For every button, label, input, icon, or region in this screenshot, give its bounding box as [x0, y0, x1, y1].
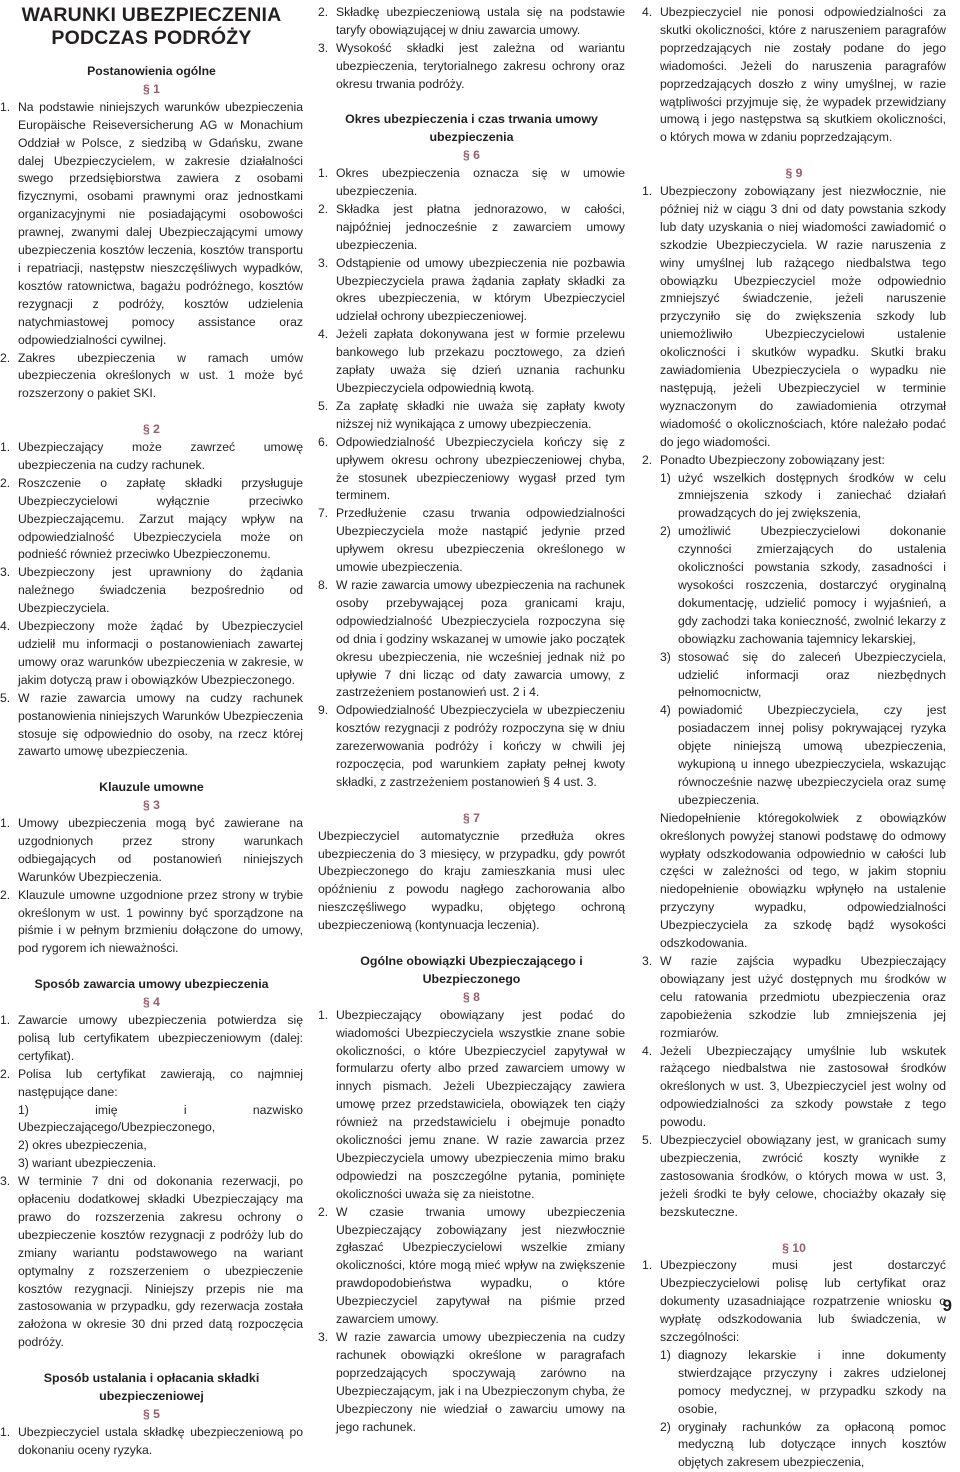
- item-text: oryginały rachunków za opłaconą pomoc medyczną lub dotyczące innych kosztów objętych zakresem ubezpieczenia,: [678, 1419, 946, 1470]
- clause-text: Ubezpieczony musi jest dostarczyć Ubezpieczycielowi polisę lub certyfikat oraz dokumenty uzasadniające rozpatrzenie wniosku o wypłatę odszkodowania lub świadczenia, w szczególności:: [660, 1258, 946, 1345]
- clause-number: 8.: [318, 577, 329, 592]
- clause-number: 1.: [642, 1258, 653, 1273]
- clause-text: Wysokość składki jest zależna od wariantu ubezpieczenia, terytorialnego zakresu ochrony oraz okresu trwania podróży.: [336, 40, 625, 91]
- clause-number: 2.: [318, 5, 329, 19]
- paragraph-mark-1: § 1: [143, 81, 160, 96]
- section-heading-contract: Sposób zawarcia umowy ubezpieczenia: [34, 977, 269, 992]
- clause-text: W razie zawarcia umowy ubezpieczenia na cudzy rachunek obowiązki określone w paragrafach poprzedzających spoczywają zarówno na Ubezpieczającym, jak i na Ubezpieczonym chyba, że Ubezpieczony nie wiedział o zawarciu umowy na jego rachunek.: [336, 1330, 625, 1434]
- clause-number: 3.: [0, 565, 11, 580]
- clause-10-1-item-2: [642, 1419, 946, 1472]
- clause-2-5: [0, 690, 303, 762]
- clause-text: Ubezpieczony może żądać by Ubezpieczyciel udzielił mu informacji o postanowieniach zawartej umowy oraz warunków ubezpieczenia w zakresie, w jakim dotyczą praw i obowiązków Ubezpieczonego.: [18, 619, 303, 687]
- clause-8-3: [318, 1329, 625, 1436]
- clause-5-3: [318, 40, 625, 94]
- clause-2-4: [0, 618, 303, 690]
- item-text: umożliwić Ubezpieczycielowi dokonanie czynności zmierzających do ustalenia okoliczności powstania szkody, zasadności i wysokości roszczenia, dostarczyć oryginalną dokumentację, udzielić pomocy i wyjaśnień, a gdy zachodzi taka konieczność, zwolnić lekarzy z obowiązku zachowania tajemnicy lekarskiej,: [678, 524, 946, 646]
- clause-text: Odstąpienie od umowy ubezpieczenia nie pozbawia Ubezpieczyciela prawa żądania zapłaty składki za okres ubezpieczenia, w którym Ubezpieczyciel udzielał ochrony ubezpieczeniowej.: [336, 255, 625, 324]
- clause-text: W czasie trwania umowy ubezpieczenia Ubezpieczający zobowiązany jest niezwłocznie zgłaszać Ubezpieczycielowi wszelkie zmiany okoliczności, które mogą mieć wpływ na zwiększenie prawdopodobieństwa wypadku, o które Ubezpieczyciel zapytywał na piśmie przed zawarciem umowy.: [336, 1204, 625, 1327]
- clause-number: 5.: [318, 398, 329, 413]
- clause-5-2: [318, 4, 625, 40]
- clause-number: 5.: [0, 690, 11, 705]
- section-heading-period: Okres ubezpieczenia i czas trwania umowy ubezpieczenia: [345, 112, 598, 145]
- clause-number: 3.: [318, 1330, 329, 1345]
- clause-text: Ubezpieczający może zawrzeć umowę ubezpieczenia na cudzy rachunek.: [18, 440, 303, 472]
- paragraph-mark-3: § 3: [143, 798, 160, 813]
- column-1: [0, 4, 303, 1460]
- clause-text: Polisa lub certyfikat zawierają, co najmniej następujące dane:: [18, 1066, 303, 1099]
- paragraph-mark-7: § 7: [463, 810, 480, 825]
- item-text: diagnozy lekarskie i inne dokumenty stwierdzające przyczyny i zakres udzielonej pomocy medycznej, w przypadku szkody na osobie,: [678, 1347, 946, 1416]
- clause-text: Składkę ubezpieczeniową ustala się na podstawie taryfy obowiązującej w dniu zawarcia umowy.: [336, 5, 625, 37]
- clause-1-1: [0, 99, 303, 350]
- clause-number: 1.: [0, 440, 11, 455]
- item-number: 1): [660, 1347, 671, 1362]
- clause-6-9: [318, 702, 625, 792]
- clause-number: 1.: [318, 166, 329, 181]
- section-heading-general: Postanowienia ogólne: [87, 64, 216, 78]
- clause-number: 2.: [642, 452, 653, 467]
- clause-text: Zakres ubezpieczenia w ramach umów ubezpieczenia określonych w ust. 1 może być rozszerzony o pakiet SKI.: [18, 350, 303, 401]
- clause-number: 6.: [318, 434, 329, 449]
- item-number: 4): [660, 703, 671, 718]
- clause-text: Ubezpieczyciel nie ponosi odpowiedzialności za skutki okoliczności, które z naruszeniem paragrafów poprzedzających nie zostały podane do jego wiadomości. Jeżeli do naruszenia paragrafów poprzedzających doszło z winy umyślnej, w razie wątpliwości przyjmuje się, że wypadek przewidziany umową i jego następstwa są skutkiem okoliczności, o których mowa w zdaniu poprzedzającym.: [660, 5, 946, 145]
- paragraph-mark-10: § 10: [782, 1240, 806, 1255]
- clause-text: Ubezpieczony jest uprawniony do żądania należnego świadczenia bezpośrednio od Ubezpieczyciela.: [18, 565, 303, 616]
- clause-3-2: [0, 887, 303, 959]
- paragraph-mark-9: § 9: [785, 166, 803, 181]
- clause-6-4: [318, 326, 625, 398]
- column-2: [318, 4, 625, 1436]
- clause-9-3: [642, 953, 946, 1043]
- clause-text: Odpowiedzialność Ubezpieczyciela w ubezpieczeniu kosztów rezygnacji z podróży rozpoczyna się w dniu zarezerwowania podróży i kończy w chwili jej rozpoczęcia, pod warunkiem zapłaty pełnej kwoty składki, z zastrzeżeniem postanowień § 4 ust. 3.: [336, 703, 625, 789]
- clause-number: 3.: [318, 255, 329, 270]
- clause-9-4: [642, 1043, 946, 1133]
- clause-4-2: [0, 1066, 303, 1102]
- clause-text: Ubezpieczający obowiązany jest podać do wiadomości Ubezpieczyciela wszystkie znane sobie okoliczności, o które Ubezpieczyciel zapytywał w formularzu oferty albo przed zawarciem umowy w innych pismach. Jeżeli Ubezpieczający zawiera umowę przez przedstawiciela, obowiązek ten ciąży również na przedstawicielu i obejmuje ponadto okoliczności jemu znane. W razie zawarcia przez Ubezpieczyciela umowy ubezpieczenia mimo braku odpowiedzi na poszczególne pytania, pominięte okoliczności uważa się za nieistotne.: [336, 1007, 625, 1201]
- clause-4-2-item-1: 1) imię i nazwisko Ubezpieczającego/Ubezpieczonego,: [18, 1102, 303, 1135]
- clause-text: W razie zawarcia umowy ubezpieczenia na rachunek osoby przebywającej poza granicami kraju, odpowiedzialność Ubezpieczyciela rozpoczyna się od dnia i godziny wskazanej w umowie jako początek okresu ubezpieczenia, nie wcześniej jednak niż po upływie 7 dni licząc od daty zawarcia umowy, z zastrzeżeniem postanowień ust. 2 i 4.: [336, 577, 625, 700]
- clause-9-2-item-1: [642, 470, 946, 524]
- clause-9-2: [642, 452, 946, 470]
- clause-9-1: [642, 183, 946, 452]
- clause-number: 3.: [318, 40, 329, 55]
- clause-6-5: [318, 398, 625, 434]
- clause-number: 3.: [642, 954, 653, 969]
- clause-number: 1.: [0, 1012, 11, 1027]
- item-number: 3): [660, 649, 671, 664]
- clause-2-2: [0, 475, 303, 565]
- clause-6-7: [318, 505, 625, 577]
- clause-9-5: [642, 1132, 946, 1222]
- clause-number: 2.: [0, 887, 11, 902]
- paragraph-mark-5: § 5: [143, 1406, 160, 1421]
- clause-number: 7.: [318, 506, 329, 521]
- item-text: powiadomić Ubezpieczyciela, czy jest posiadaczem innej polisy pokrywającej ryzyka objęte niniejszą umową ubezpieczenia, wykupioną u innego ubezpieczyciela, wskazując równocześnie nazwę ubezpieczyciela oraz sumę ubezpieczenia.: [678, 703, 946, 807]
- clause-6-2: [318, 201, 625, 255]
- clause-8-2: [318, 1204, 625, 1329]
- clause-9-2-item-4: [642, 702, 946, 809]
- section-heading-premium: Sposób ustalania i opłacania składki ubezpieczeniowej: [43, 1371, 260, 1403]
- clause-6-3: [318, 255, 625, 327]
- clause-9-2-tail: Niedopełnienie któregokolwiek z obowiązków określonych powyżej stanowi podstawę do odmowy wypłaty odszkodowania odpowiednio w całości lub części w zależności od tego, w jakim stopniu niedopełnienie obowiązku wpłynęło na ustalenie przyczyny wypadku, odpowiedzialności Ubezpieczyciela za szkodę bądź wysokości odszkodowania.: [660, 810, 946, 951]
- title-line-1: WARUNKI UBEZPIECZENIA: [21, 4, 282, 26]
- clause-number: 1.: [0, 816, 11, 831]
- clause-9-2-item-2: [642, 523, 946, 648]
- clause-6-6: [318, 434, 625, 506]
- clause-number: 4.: [642, 5, 653, 19]
- clause-number: 2.: [0, 1066, 11, 1081]
- clause-text: Umowy ubezpieczenia mogą być zawierane na uzgodnionych przez strony warunkach odbiegających od postanowień niniejszych Warunków Ubezpieczenia.: [18, 816, 303, 884]
- item-number: 1): [660, 470, 671, 485]
- item-text: stosować się do zaleceń Ubezpieczyciela, udzielić informacji oraz niezbędnych pełnomocnictw,: [678, 649, 946, 700]
- clause-text: Przedłużenie czasu trwania odpowiedzialności Ubezpieczyciela może nastąpić jedynie przed upływem okresu ubezpieczenia określonego w umowie ubezpieczenia.: [336, 506, 625, 575]
- paragraph-mark-4: § 4: [143, 995, 160, 1010]
- clause-7-text: Ubezpieczyciel automatycznie przedłuża okres ubezpieczenia do 3 miesięcy, w przypadku, gdy powrót Ubezpieczonego do kraju zamieszkania musi ulec opóźnieniu z powodu nagłego zachorowania albo nieszczęśliwego wypadku, objętego ochroną ubezpieczeniową (kontynuacja leczenia).: [318, 828, 625, 933]
- clause-6-8: [318, 577, 625, 702]
- clause-number: 3.: [0, 1174, 11, 1189]
- clause-1-2: [0, 350, 303, 404]
- column-3: [642, 4, 946, 1472]
- clause-text: Okres ubezpieczenia oznacza się w umowie ubezpieczenia.: [336, 166, 625, 199]
- clause-text: W razie zawarcia umowy na cudzy rachunek postanowienia niniejszych Warunków Ubezpieczenia stosuje się odpowiednio do osoby, na rzecz której zawarto umowę ubezpieczenia.: [18, 690, 303, 759]
- clause-number: 1.: [0, 99, 11, 114]
- clause-10-1: [642, 1257, 946, 1347]
- clause-text: Jeżeli Ubezpieczający umyślnie lub wskutek rażącego niedbalstwa nie zastosował środków określonych w ust. 3, Ubezpieczyciel jest wolny od odpowiedzialności za szkody powstałe z tego powodu.: [660, 1043, 946, 1130]
- clause-8-1: [318, 1007, 625, 1204]
- clause-text: Jeżeli zapłata dokonywana jest w formie przelewu bankowego lub przekazu pocztowego, za dzień zapłaty uważa się dzień uznania rachunku Ubezpieczyciela odpowiednią kwotą.: [336, 327, 625, 396]
- clause-number: 1.: [0, 1424, 11, 1439]
- paragraph-mark-6: § 6: [463, 148, 480, 163]
- clause-number: 2.: [0, 350, 11, 365]
- clause-text: Roszczenie o zapłatę składki przysługuje Ubezpieczycielowi wyłącznie przeciwko Ubezpieczającemu. Zarzut mający wpływ na odpowiedzialność Ubezpieczyciela może on podnieść również przeciwko Ubezpieczonemu.: [18, 475, 303, 562]
- clause-4-1: [0, 1012, 303, 1066]
- clause-text: W razie zajścia wypadku Ubezpieczający obowiązany jest użyć dostępnych mu środków w celu ratowania przedmiotu ubezpieczenia oraz zapobieżenia szkodzie lub zmniejszenia jej rozmiarów.: [660, 954, 946, 1040]
- clause-number: 1.: [642, 184, 653, 199]
- document-title: [0, 4, 303, 50]
- clause-number: 4.: [642, 1043, 653, 1058]
- paragraph-mark-8: § 8: [463, 989, 480, 1004]
- clause-text: Za zapłatę składki nie uważa się zapłaty kwoty niższej niż wynikająca z umowy ubezpieczenia.: [336, 398, 625, 431]
- item-number: 2): [660, 1419, 671, 1434]
- clause-6-1: [318, 165, 625, 201]
- clause-9-2-item-3: [642, 649, 946, 703]
- clause-number: 2.: [318, 201, 329, 216]
- clause-text: Ponadto Ubezpieczony zobowiązany jest:: [660, 452, 885, 467]
- clause-text: W terminie 7 dni od dokonania rezerwacji, po opłaceniu dodatkowej składki Ubezpieczający ma prawo do rozszerzenia zakresu ochrony o ubezpieczenie kosztów rezygnacji z podróży lub do zmiany wariantu podstawowego na wariant optymalny z rozszerzeniem o ubezpieczenie kosztów rezygnacji. Niniejszy przepis nie ma zastosowania w przypadku, gdy rezerwacja została założona w okresie 30 dni przed datą rozpoczęcia podróży.: [18, 1174, 303, 1350]
- title-line-2: PODCZAS PODRÓŻY: [51, 27, 252, 49]
- clause-2-3: [0, 564, 303, 618]
- clause-5-1: [0, 1424, 303, 1460]
- clause-text: Składka jest płatna jednorazowo, w całości, najpóźniej jednocześnie z zawarciem umowy ubezpieczenia.: [336, 201, 625, 252]
- clause-8-4: [642, 4, 946, 147]
- clause-text: Odpowiedzialność Ubezpieczyciela kończy się z upływem okresu ochrony ubezpieczeniowej chyba, że stosunek ubezpieczeniowy wygasł przed tym terminem.: [336, 434, 625, 503]
- clause-text: Ubezpieczyciel obowiązany jest, w granicach sumy ubezpieczenia, zwrócić koszty wynikłe z zastosowania środków, o których mowa w ust. 3, jeżeli środki te były celowe, chociażby okazały się bezskuteczne.: [660, 1133, 946, 1219]
- clause-number: 5.: [642, 1133, 653, 1148]
- clause-2-1: [0, 439, 303, 475]
- clause-number: 2.: [0, 475, 11, 490]
- section-heading-duties: Ogólne obowiązki Ubezpieczającego i Ubezpieczonego: [360, 953, 583, 986]
- clause-3-1: [0, 815, 303, 887]
- clause-text: Klauzule umowne uzgodnione przez strony w trybie określonym w ust. 1 powinny być sporządzone na piśmie i w pełnym brzmieniu dołączone do umowy, pod rygorem ich nieważności.: [18, 887, 303, 956]
- clause-number: 1.: [318, 1007, 329, 1022]
- clause-text: Ubezpieczony zobowiązany jest niezwłocznie, nie później niż w ciągu 3 dni od daty powstania szkody lub daty uzyskania o niej wiadomości zawiadomić o szkodzie Ubezpieczyciela. W razie naruszenia z winy umyślnej lub rażącego niedbalstwa tego obowiązku Ubezpieczyciel może odpowiednio zmniejszyć świadczenie, jeżeli naruszenie przyczyniło się do zwiększenia szkody lub uniemożliwiło Ubezpieczycielowi ustalenie okoliczności i skutków wypadku. Skutki braku zawiadomienia Ubezpieczyciela o wypadku nie następują, jeżeli Ubezpieczyciel w terminie wyznaczonym do zawiadomienia otrzymał wiadomość o okolicznościach, które należało podać do jego wiadomości.: [660, 184, 946, 449]
- clause-number: 2.: [318, 1204, 329, 1219]
- clause-text: Na podstawie niniejszych warunków ubezpieczenia Europäische Reiseversicherung AG w Monachium Oddział w Polsce, z siedzibą w Gdańsku, zwane dalej Ubezpieczycielem, w zakresie działalności swego przedsiębiorstwa zawiera z osobami fizycznymi, osobami prawnymi oraz jednostkami organizacyjnymi nie posiadającymi osobowości prawnej, zwanymi dalej Ubezpieczającymi umowy ubezpieczenia kosztów leczenia, kosztów transportu i repatriacji, następstw nieszczęśliwych wypadków, kosztów ratownictwa, bagażu podróżnego, kosztów rezygnacji z podróży, kosztów udzielenia natychmiastowej pomocy assistance oraz odpowiedzialności cywilnej.: [18, 99, 303, 347]
- clause-text: Zawarcie umowy ubezpieczenia potwierdza się polisą lub certyfikatem ubezpieczeniowym (dalej: certyfikat).: [18, 1012, 303, 1063]
- item-text: użyć wszelkich dostępnych środków w celu zmniejszenia szkody i zaniechać działań prowadzących do jej zwiększenia,: [678, 470, 946, 521]
- clause-number: 9.: [318, 703, 329, 718]
- clause-number: 4.: [318, 327, 329, 342]
- clause-10-1-item-1: [642, 1347, 946, 1419]
- section-heading-clauses: Klauzule umowne: [99, 780, 204, 795]
- clause-number: 4.: [0, 619, 11, 634]
- clause-4-2-item-3: 3) wariant ubezpieczenia.: [18, 1156, 157, 1171]
- clause-text: Ubezpieczyciel ustala składkę ubezpieczeniową po dokonaniu oceny ryzyka.: [18, 1424, 303, 1457]
- item-number: 2): [660, 524, 671, 539]
- paragraph-mark-2: § 2: [143, 422, 160, 437]
- page-number: 9: [942, 1296, 952, 1315]
- clause-4-3: [0, 1173, 303, 1352]
- clause-4-2-item-2: 2) okres ubezpieczenia,: [18, 1138, 147, 1153]
